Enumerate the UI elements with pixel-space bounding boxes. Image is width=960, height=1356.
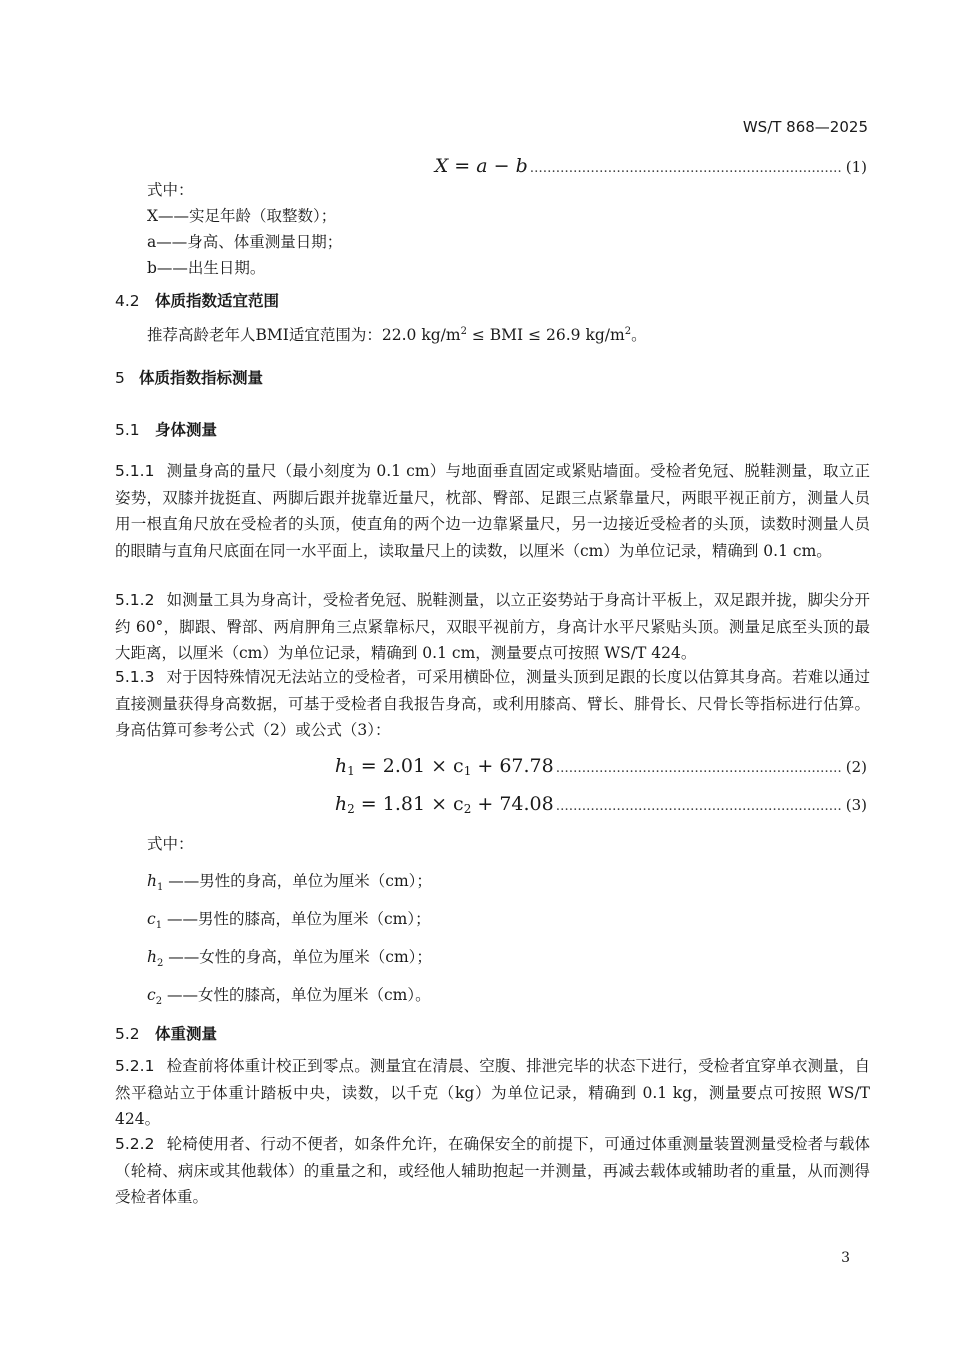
formula-2-leader: ………………………………………………………… (555, 761, 842, 776)
formula-3-leader: ………………………………………………………… (555, 799, 842, 814)
section-title: 体质指数指标测量 (139, 369, 264, 387)
formula-2 (335, 755, 867, 778)
formula-1-leader: ……………………………………………………………… (529, 161, 842, 176)
superscript: 2 (460, 326, 467, 337)
bmi-range-text (147, 322, 647, 345)
formula-1 (435, 155, 867, 177)
clause-text: 对于因特殊情况无法站立的受检者，可采用横卧位，测量头顶到足跟的长度以估算其身高。若难以通过直接测量获得身高数据，可基于受检者自我报告身高，或利用膝高、臂长、腓骨长、尺骨长等指标进行估算。身高估算可参考公式（2）或公式（3）： (115, 668, 870, 739)
subscript: 2 (347, 802, 355, 816)
section-5-1-heading (115, 420, 217, 440)
symbol: h (147, 948, 157, 966)
subscript: 1 (156, 882, 164, 894)
section-title: 身体测量 (155, 421, 218, 439)
section-5-heading (115, 368, 263, 388)
clause-number: 5.1.3 (115, 668, 155, 686)
symbol-h: h (334, 755, 348, 777)
where-item-h2 (147, 947, 432, 974)
subscript: 2 (463, 802, 472, 816)
section-number: 5.1 (115, 421, 140, 439)
formula-1-number: (1) (845, 158, 867, 176)
clause-number: 5.1.1 (115, 462, 155, 480)
paragraph-5-2-1 (115, 1053, 870, 1133)
symbol-h: h (334, 793, 348, 815)
clause-number: 5.2.1 (115, 1057, 155, 1075)
paragraph-5-1-2 (115, 587, 870, 667)
formula-3-number: (3) (845, 796, 867, 814)
definition: ——女性的身高，单位为厘米（cm）； (163, 948, 432, 966)
bmi-text-prefix: 推荐高龄老年人BMI适宜范围为：22.0 kg/m (147, 326, 461, 345)
clause-text: 轮椅使用者、行动不便者，如条件允许，在确保安全的前提下，可通过体重测量装置测量受检者与载体（轮椅、病床或其他载体）的重量之和，或经他人辅助抱起一并测量，再减去载体或辅助者的重量，从而测得受检者体重。 (115, 1135, 870, 1206)
subscript: 1 (155, 920, 163, 932)
paragraph-5-2-2 (115, 1131, 870, 1211)
where-item-c1 (147, 909, 431, 936)
formula-3-mid: = 1.81 × c (354, 793, 464, 815)
formula-2-rhs: + 67.78 (471, 755, 554, 777)
subscript: 2 (155, 996, 163, 1008)
symbol: h (147, 872, 157, 890)
clause-text: 测量身高的量尺（最小刻度为 0.1 cm）与地面垂直固定或紧贴墙面。受检者免冠、脱鞋测量，取立正姿势，双膝并拢挺直、两脚后跟并拢靠近量尺，枕部、臀部、足跟三点紧靠量尺，两眼平视正前方，测量人员用一根直角尺放在受检者的头顶，使直角的两个边一边靠紧量尺，另一边接近受检者的头顶，读数时测量人员的眼睛与直角尺底面在同一水平面上，读取量尺上的读数，以厘米（cm）为单位记录，精确到 0.1 cm。 (115, 462, 870, 560)
clause-text: 检查前将体重计校正到零点。测量宜在清晨、空腹、排泄完毕的状态下进行，受检者宜穿单衣测量，自然平稳站立于体重计踏板中央，读数，以千克（kg）为单位记录，精确到 0.1 kg，测量要点可按照 WS/T 424。 (115, 1057, 870, 1128)
formula-3-expression (335, 793, 554, 816)
bmi-text-suffix: 。 (631, 326, 647, 345)
clause-number: 5.2.2 (115, 1135, 155, 1153)
formula-2-number: (2) (845, 758, 867, 776)
section-title: 体重测量 (155, 1025, 218, 1043)
where-label-2: 式中： (147, 835, 194, 853)
definition: ——男性的膝高，单位为厘米（cm）； (162, 910, 431, 928)
clause-number: 5.1.2 (115, 591, 155, 609)
document-id: WS/T 868—2025 (742, 118, 868, 136)
symbol: c (147, 986, 156, 1004)
formula-1-expression: X = a − b (434, 155, 528, 177)
subscript: 2 (156, 958, 164, 970)
subscript: 1 (347, 764, 355, 778)
where-item-c2 (147, 985, 431, 1012)
formula-2-expression (335, 755, 554, 778)
superscript: 2 (624, 326, 632, 337)
where-item-a: a——身高、体重测量日期； (147, 233, 343, 251)
section-5-2-heading (115, 1024, 217, 1044)
section-number: 5 (115, 369, 125, 387)
definition: ——男性的身高，单位为厘米（cm）； (163, 872, 432, 890)
where-item-b: b——出生日期。 (147, 259, 266, 277)
paragraph-5-1-3 (115, 664, 870, 744)
section-title: 体质指数适宜范围 (155, 292, 280, 310)
formula-3-rhs: + 74.08 (471, 793, 554, 815)
where-item-x: X——实足年龄（取整数）； (147, 207, 337, 225)
formula-2-mid: = 2.01 × c (354, 755, 464, 777)
page-number: 3 (841, 1250, 850, 1266)
clause-text: 如测量工具为身高计，受检者免冠、脱鞋测量，以立正姿势站于身高计平板上，双足跟并拢，脚尖分开约 60°，脚跟、臀部、两肩胛角三点紧靠标尺，双眼平视前方，身高计水平尺紧贴头顶。测量足底至头顶的最大距离，以厘米（cm）为单位记录，精确到 0.1 cm，测量要点可按照 WS/T 424。 (115, 591, 870, 662)
formula-3 (335, 793, 867, 816)
section-number: 5.2 (115, 1025, 140, 1043)
where-label-1: 式中： (147, 181, 194, 199)
subscript: 1 (463, 764, 472, 778)
section-4-2-heading (115, 291, 279, 311)
bmi-text-mid: ≤ BMI ≤ 26.9 kg/m (466, 326, 625, 345)
section-number: 4.2 (115, 292, 140, 310)
symbol: c (147, 910, 156, 928)
paragraph-5-1-1 (115, 458, 870, 564)
definition: ——女性的膝高，单位为厘米（cm）。 (162, 986, 431, 1004)
where-item-h1 (147, 871, 432, 898)
